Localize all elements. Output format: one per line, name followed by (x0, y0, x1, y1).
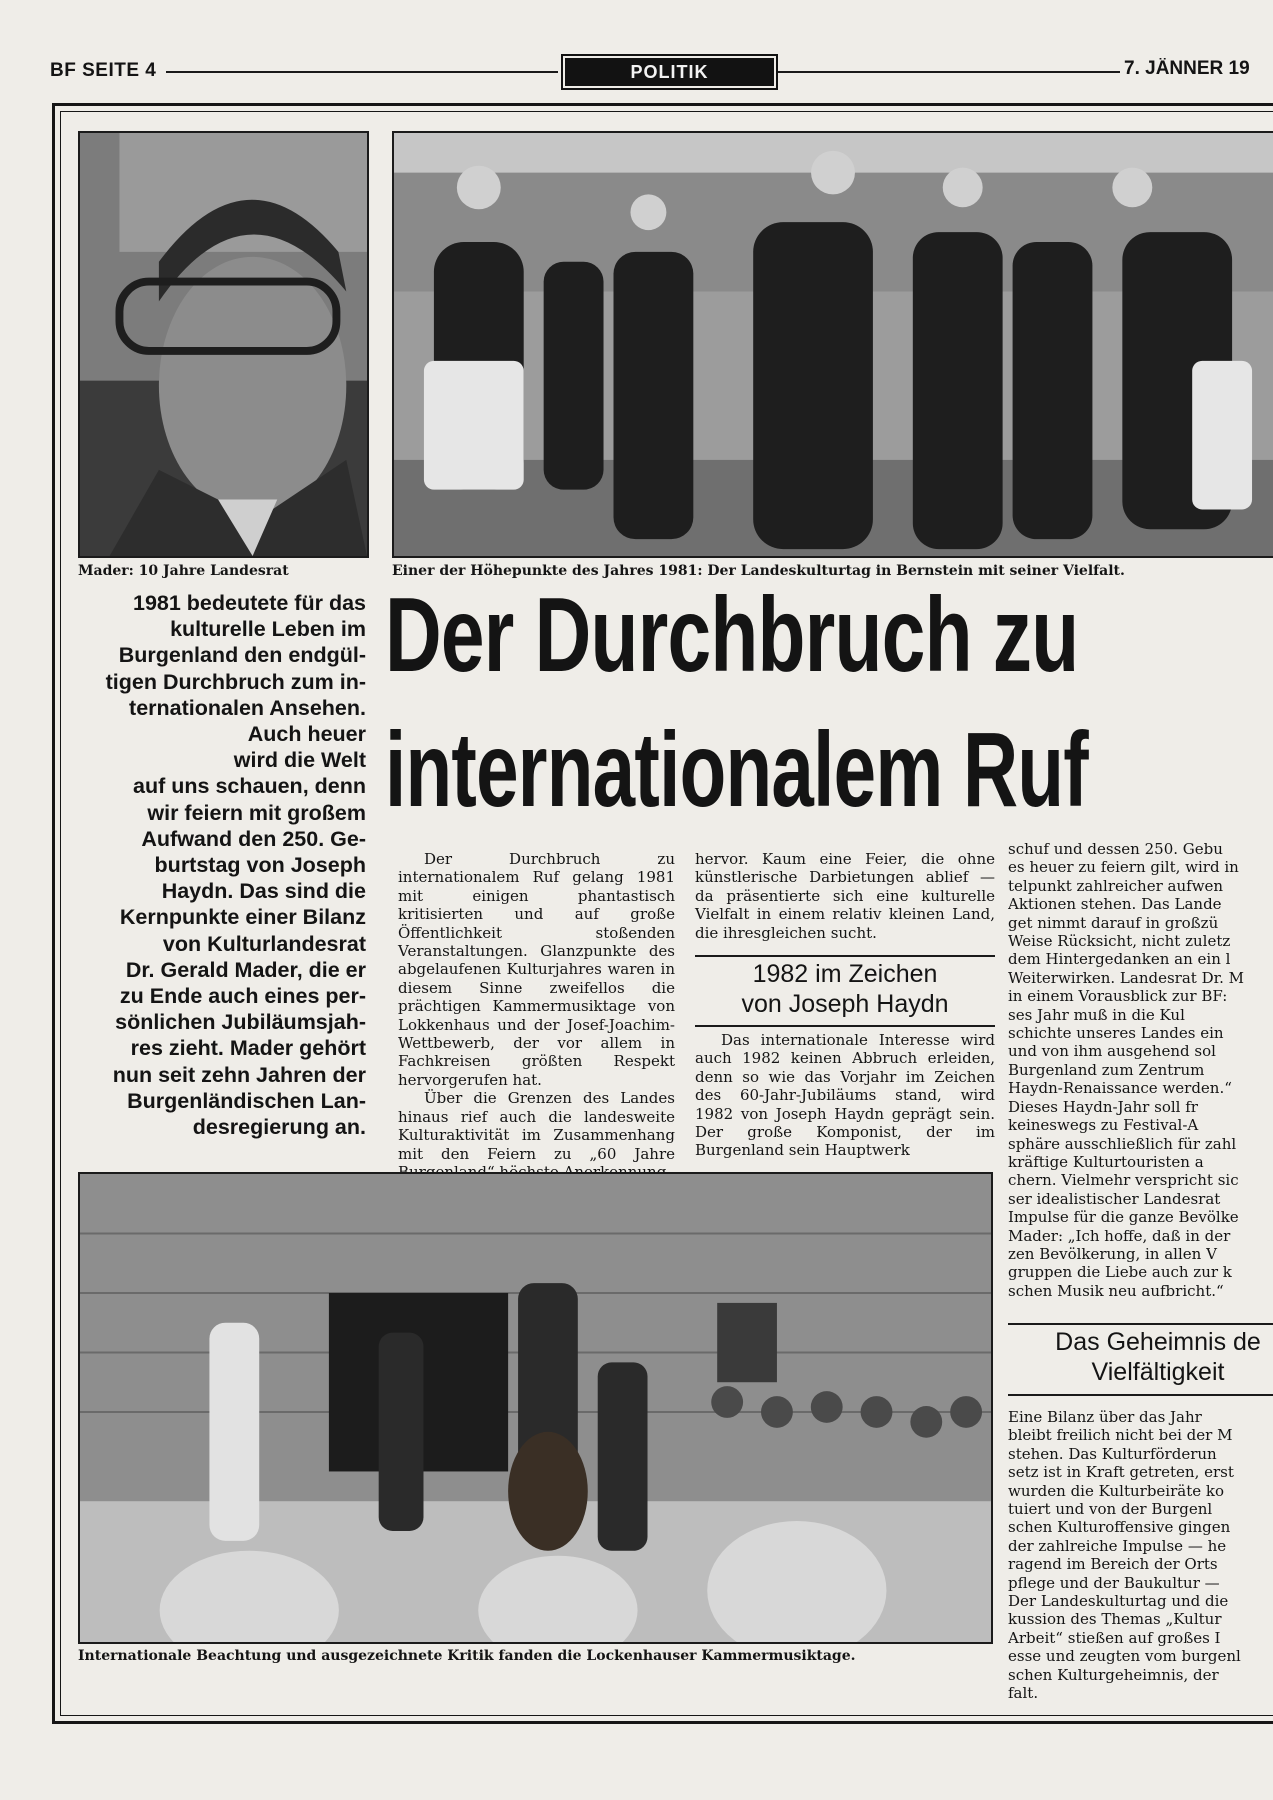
body-line: Aktionen stehen. Das Lande (1008, 895, 1222, 914)
body-line: Mader: „Ich hoffe, daß in der (1008, 1226, 1231, 1245)
body-line: der zahlreiche Impulse — he (1008, 1536, 1227, 1555)
intro-line: ternationalen Ansehen. (129, 695, 366, 720)
body-line: ses Jahr muß in die Kul (1008, 1005, 1185, 1024)
intro-line: burtstag von Joseph (154, 853, 366, 878)
body-line: schen Kulturgeheimnis, der (1008, 1665, 1219, 1684)
concert-caption: Internationale Beachtung und ausgezeichnete Kritik fanden die Lockenhauser Kammermusiktage. (78, 1648, 856, 1664)
body-line: setz ist in Kraft getreten, erst (1008, 1463, 1234, 1482)
body-line: in einem Vorausblick zur BF: (1008, 987, 1228, 1006)
intro-line: von Kulturlandesrat (162, 931, 366, 956)
subheading-line: Das Geheimnis de (1055, 1328, 1261, 1356)
intro-line: Auch heuer (247, 722, 366, 747)
parade-caption: Einer der Höhepunkte des Jahres 1981: Der Landeskulturtag in Bernstein mit seiner Vielfalt. (392, 563, 1125, 579)
body-line: gruppen die Liebe auch zur k (1008, 1263, 1232, 1282)
body-line: falt. (1008, 1684, 1039, 1703)
body-line: dem Hintergedanken an ein l (1008, 950, 1231, 969)
body-line: schen Musik neu aufbricht.“ (1008, 1281, 1224, 1300)
subheading-haydn (695, 955, 995, 1027)
body-line: kussion des Themas „Kultur (1008, 1610, 1222, 1629)
intro-line: kulturelle Leben im (170, 617, 366, 642)
body-line: Impulse für die ganze Bevölke (1008, 1208, 1239, 1227)
body-line: kräftige Kulturtouristen a (1008, 1152, 1204, 1171)
body-column-2 (695, 850, 995, 942)
article-intro (66, 590, 366, 1140)
concert-photo (78, 1172, 993, 1644)
subheading-line: 1982 im Zeichen (752, 960, 938, 988)
body-line: wurden die Kulturbeiräte ko (1008, 1481, 1224, 1500)
body-paragraph: hervor. Kaum eine Feier, die ohne künstlerische Darbietungen ablief — da präsentierte sich eine kulturelle Vielfalt in einem relativ kleinen Land, die ihresgleichen sucht. (695, 850, 995, 942)
body-paragraph: Über die Grenzen des Landes hinaus rief auch die landesweite Kulturaktivität im Zusammenhang mit den Feiern zu „60 Jahre (398, 1089, 675, 1163)
portrait-photo (78, 131, 369, 558)
body-line: und von ihm ausgehend sol (1008, 1042, 1216, 1061)
intro-line: tigen Durchbruch zum in- (105, 669, 366, 694)
body-line: Eine Bilanz über das Jahr (1008, 1408, 1202, 1426)
body-column-2b (695, 1031, 995, 1160)
intro-line: Kernpunkte einer Bilanz (119, 905, 366, 930)
portrait-caption: Mader: 10 Jahre Landesrat (78, 563, 289, 579)
body-column-3 (1008, 840, 1273, 1740)
body-line: chern. Vielmehr verspricht sic (1008, 1171, 1239, 1190)
header-rule (778, 71, 1120, 73)
body-line: get nimmt darauf in großzü (1008, 913, 1219, 932)
parade-photo (392, 131, 1273, 558)
body-line: ragend im Bereich der Orts (1008, 1555, 1218, 1574)
body-line: telpunkt zahlreicher aufwen (1008, 876, 1224, 895)
page-label: BF SEITE 4 (50, 60, 157, 81)
intro-line: res zieht. Mader gehört (130, 1036, 366, 1061)
body-paragraph: Das internationale Interesse wird auch 1982 keinen Abbruch erleiden, denn so wie das Vorjahr im Zeichen des 60-Jahr-Jubiläums stand, wird 1982 von Joseph Haydn geprägt sein. Der große Komponist, der im Burgenland sein Hauptwerk (695, 1031, 995, 1160)
body-line: stehen. Das Kulturförderun (1008, 1444, 1217, 1463)
intro-line: wird die Welt (233, 748, 366, 773)
headline-line-2: internationalem Ruf (385, 711, 1088, 829)
body-line: sphäre ausschließlich für zahl (1008, 1134, 1237, 1153)
body-line: esse und zeugten vom burgenl (1008, 1647, 1241, 1666)
header-rule (166, 71, 558, 73)
intro-line: Dr. Gerald Mader, die er (125, 957, 366, 982)
body-line: schen Kulturoffensive gingen (1008, 1518, 1231, 1537)
body-line: keineswegs zu Festival-A (1008, 1116, 1199, 1135)
intro-line: Haydn. Das sind die (161, 879, 366, 904)
body-paragraph: Der Durchbruch zu internationalem Ruf gelang 1981 mit einigen phantastisch kritisierten und auf große Öffentlichkeit stoßenden Veranstaltungen. Glanzpunkte des abgelaufenen Kulturjahres waren in diesem Sinne zweifellos die prächtigen Kammermusiktage von Lokkenhaus und der Josef-Joachim-Wettbewerb, der vor allem in Fachkreisen größten Respekt hervorgerufen hat. (398, 850, 675, 1089)
intro-line: sönlichen Jubiläumsjah- (115, 1010, 366, 1035)
intro-line: auf uns schauen, denn (133, 774, 366, 799)
issue-date: 7. JÄNNER 19 (1124, 58, 1250, 79)
body-line: Weise Rücksicht, nicht zuletz (1008, 932, 1231, 951)
body-line: schichte unseres Landes ein (1008, 1024, 1224, 1043)
body-line: Weiterwirken. Landesrat Dr. M (1008, 968, 1245, 987)
body-line: ser idealistischer Landesrat (1008, 1189, 1221, 1208)
intro-line: Burgenländischen Lan- (127, 1088, 366, 1113)
intro-line: desregierung an. (192, 1115, 366, 1140)
subheading-vielfalt (1008, 1323, 1273, 1396)
intro-line: 1981 bedeutete für das (132, 591, 366, 615)
body-line: Arbeit“ stießen auf großes I (1008, 1628, 1221, 1647)
body-line: bleibt freilich nicht bei der M (1008, 1426, 1233, 1445)
headline-line-1: Der Durchbruch zu (385, 576, 1079, 694)
body-line: Der Landeskulturtag und die (1008, 1592, 1229, 1611)
body-line: Burgenland zum Zentrum (1008, 1060, 1205, 1079)
intro-line: Aufwand den 250. Ge- (141, 826, 366, 851)
body-line: es heuer zu feiern gilt, wird in (1008, 858, 1239, 877)
intro-line: Burgenland den endgül- (118, 643, 366, 668)
body-line: Haydn-Renaissance werden.“ (1008, 1079, 1232, 1098)
section-badge: POLITIK (561, 54, 778, 90)
intro-line: nun seit zehn Jahren der (112, 1062, 366, 1087)
subheading-line: Vielfältigkeit (1091, 1358, 1225, 1386)
body-line: pflege und der Baukultur — (1008, 1573, 1220, 1592)
intro-line: zu Ende auch eines per- (119, 984, 366, 1009)
body-line: tuiert und von der Burgenl (1008, 1500, 1213, 1519)
intro-line: wir feiern mit großem (147, 800, 366, 825)
body-column-1 (398, 850, 675, 1181)
subheading-line: von Joseph Haydn (741, 990, 949, 1018)
body-line: Dieses Haydn-Jahr soll fr (1008, 1097, 1198, 1116)
body-line: zen Bevölkerung, in allen V (1008, 1244, 1217, 1263)
body-line: schuf und dessen 250. Gebu (1008, 840, 1223, 858)
